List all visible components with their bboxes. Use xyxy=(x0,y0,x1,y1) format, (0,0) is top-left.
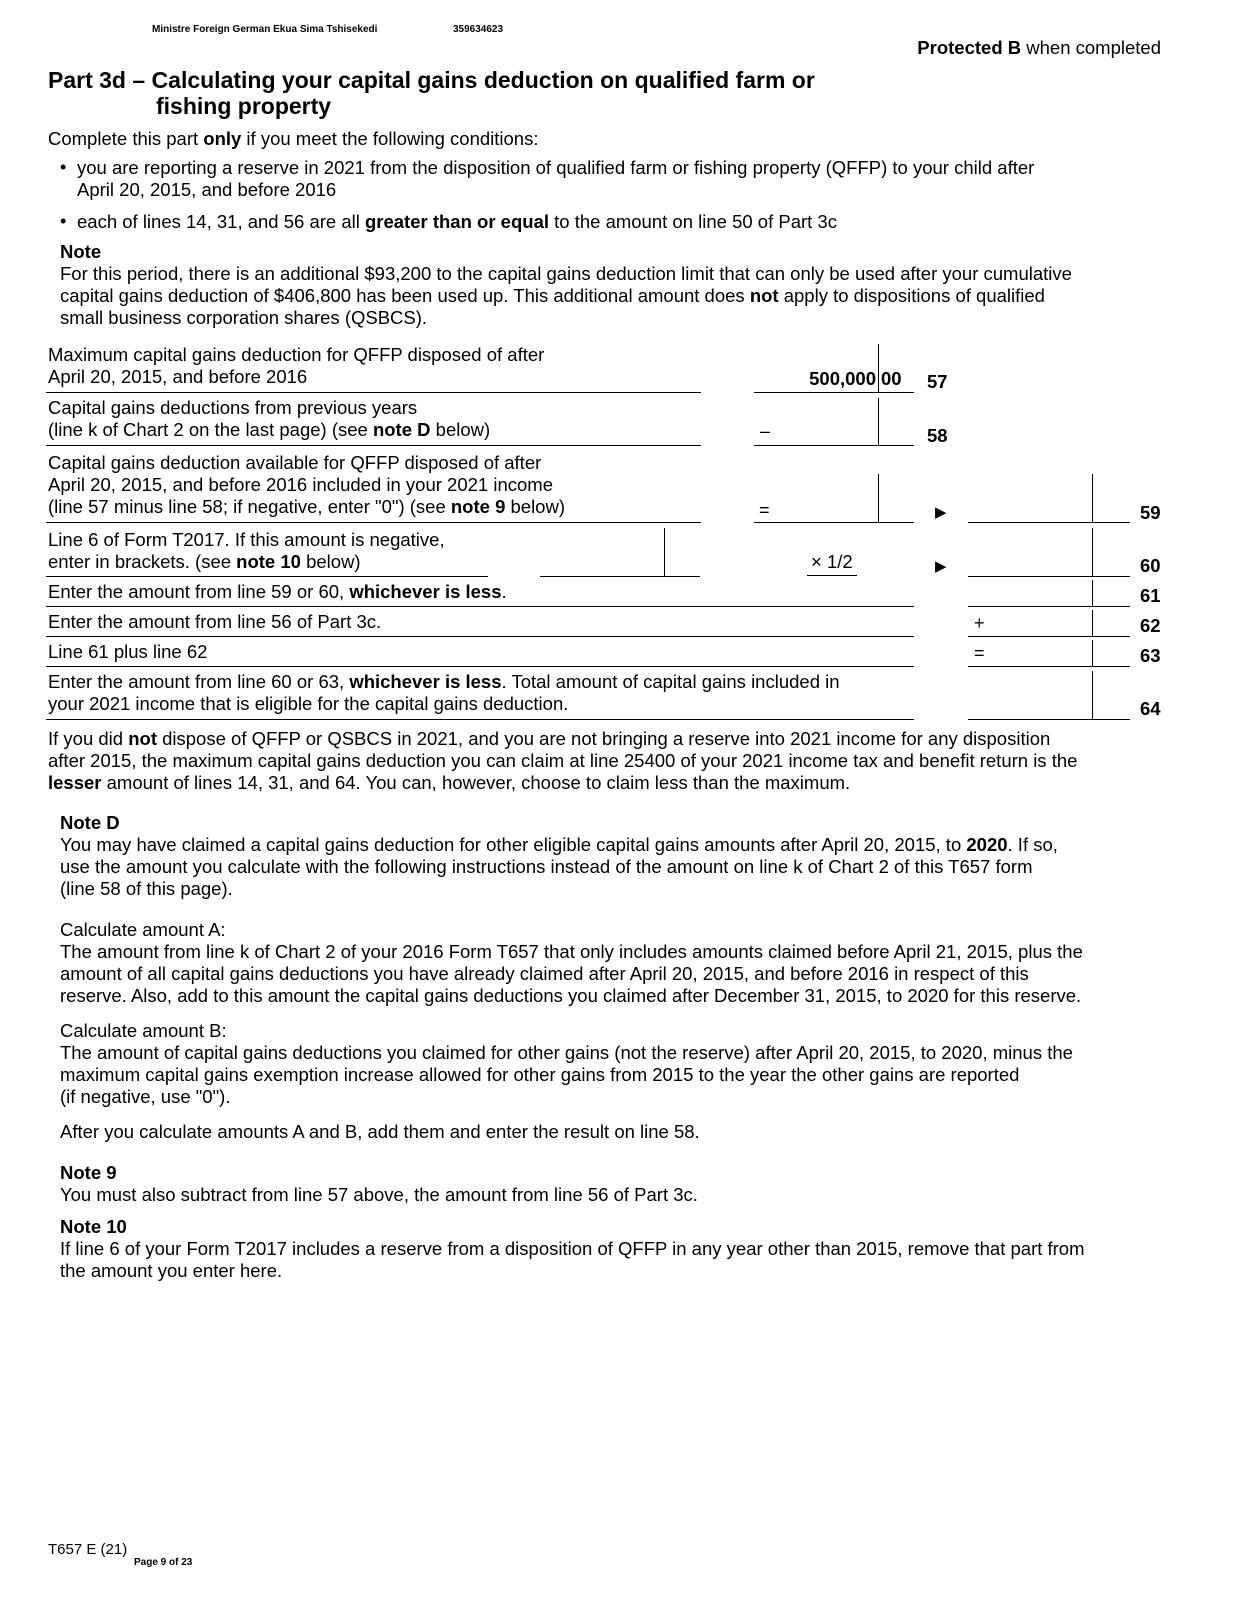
line64-label-rule xyxy=(46,719,914,720)
bullet2 xyxy=(77,211,837,233)
arrow-right-icon: ▶ xyxy=(935,504,947,521)
line61-number: 61 xyxy=(1140,585,1161,606)
calc-b-line3: (if negative, use "0"). xyxy=(60,1086,231,1107)
line57-number: 57 xyxy=(927,371,948,392)
after-para-line1 xyxy=(48,728,1050,750)
after-para-3b: amount of lines 14, 31, and 64. You can, however, choose to claim less than the maximum. xyxy=(101,772,851,793)
arrow-right-icon: ▶ xyxy=(935,558,947,575)
line58-label-2b: note D xyxy=(372,419,431,440)
line60-label-1: Line 6 of Form T2017. If this amount is negative, xyxy=(48,529,445,550)
line64-number: 64 xyxy=(1140,698,1161,719)
line62-label-rule xyxy=(46,636,914,637)
note-d-line2: use the amount you calculate with the following instructions instead of the amount on line k of Chart 2 of this T657 form xyxy=(60,856,1033,877)
line59-amount-field[interactable] xyxy=(968,474,1130,523)
bullet1-line2: April 20, 2015, and before 2016 xyxy=(77,179,337,200)
protected-label xyxy=(917,37,1161,59)
calc-b-line1: The amount of capital gains deductions you claimed for other gains (not the reserve) after April 20, 2015, to 2020, minus the xyxy=(60,1042,1073,1063)
line59-cents-divider xyxy=(1092,474,1093,522)
calc-a-line3: reserve. Also, add to this amount the capital gains deductions you claimed after December 31, 2015, to 2020 for this reserve. xyxy=(60,985,1082,1006)
line58-label-2c: below) xyxy=(430,419,491,440)
line59-label-3b: note 9 xyxy=(450,496,506,517)
protected-rest: when completed xyxy=(1021,37,1161,58)
line59-label-1: Capital gains deduction available for QFFP disposed of after xyxy=(48,452,542,473)
calc-b-line2: maximum capital gains exemption increase allowed for other gains from 2015 to the year the other gains are reported xyxy=(60,1064,1020,1085)
part-title-line2: fishing property xyxy=(156,93,332,119)
line60-cents-divider xyxy=(664,528,665,576)
line58-amount-field[interactable] xyxy=(754,398,914,446)
line60-label-rule xyxy=(46,576,488,577)
note-title: Note xyxy=(60,241,102,262)
line61-label-rule xyxy=(46,606,914,607)
note-line2-b: not xyxy=(749,285,779,306)
intro-text-b: only xyxy=(203,128,242,149)
line57-label-2: April 20, 2015, and before 2016 xyxy=(48,366,308,387)
line64-cents-divider xyxy=(1092,671,1093,719)
note-9-title: Note 9 xyxy=(60,1162,117,1183)
line59-label-3 xyxy=(48,496,565,518)
line60-amount-divider xyxy=(1092,528,1093,576)
line60-label-2 xyxy=(48,551,361,573)
line62-label: Enter the amount from line 56 of Part 3c. xyxy=(48,611,382,632)
line60-label-2a: enter in brackets. (see xyxy=(48,551,237,572)
line58-number: 58 xyxy=(927,425,948,446)
line62-number: 62 xyxy=(1140,615,1161,636)
note-line2-a: capital gains deduction of $406,800 has been used up. This additional amount does xyxy=(60,285,750,306)
line57-label-1: Maximum capital gains deduction for QFFP disposed of after xyxy=(48,344,545,365)
line60-amount-field[interactable] xyxy=(968,528,1130,577)
line60-number: 60 xyxy=(1140,555,1161,576)
line57-amount-cents: 00 xyxy=(881,368,902,389)
note-10-title: Note 10 xyxy=(60,1216,127,1237)
bullet1-line1: you are reporting a reserve in 2021 from the disposition of qualified farm or fishing property (QFFP) to your child after xyxy=(77,157,1035,178)
line64-label-2: your 2021 income that is eligible for the capital gains deduction. xyxy=(48,693,569,714)
plus-operator: + xyxy=(974,613,985,633)
note-10-line1: If line 6 of your Form T2017 includes a reserve from a disposition of QFFP in any year other than 2015, remove that part from xyxy=(60,1238,1085,1259)
multiplier-half: × 1/2 xyxy=(807,551,857,576)
line59-subtotal-divider xyxy=(878,474,879,522)
line63-amount-field[interactable] xyxy=(968,640,1130,667)
after-para-1a: If you did xyxy=(48,728,129,749)
line63-label-rule xyxy=(46,666,914,667)
line61-label-b: whichever is less xyxy=(349,581,502,602)
line61-cents-divider xyxy=(1092,580,1093,606)
note-d-final: After you calculate amounts A and B, add them and enter the result on line 58. xyxy=(60,1121,700,1142)
line60-label-2c: below) xyxy=(300,551,361,572)
line58-label-1: Capital gains deductions from previous years xyxy=(48,397,418,418)
line64-label-1 xyxy=(48,671,840,693)
note-10-line2: the amount you enter here. xyxy=(60,1260,283,1281)
line58-label-2 xyxy=(48,419,490,441)
note-d-1a: You may have claimed a capital gains deduction for other eligible capital gains amounts after April 20, 2015, to xyxy=(60,834,967,855)
note-line2-c: apply to dispositions of qualified xyxy=(778,285,1045,306)
note-line3: small business corporation shares (QSBCS). xyxy=(60,307,428,328)
line64-label-1c: . Total amount of capital gains included in xyxy=(501,671,840,692)
equals-operator: = xyxy=(974,643,985,663)
line57-cents-divider xyxy=(878,344,879,392)
line57-amount-dollars: 500,000 xyxy=(809,368,876,389)
after-para-line2: after 2015, the maximum capital gains deduction you can claim at line 25400 of your 2021 income tax and benefit return is the xyxy=(48,750,1078,771)
line63-cents-divider xyxy=(1092,640,1093,666)
protected-b: Protected B xyxy=(917,37,1022,58)
note-d-1b: 2020 xyxy=(966,834,1008,855)
line64-amount-field[interactable] xyxy=(968,671,1130,720)
line62-amount-field[interactable] xyxy=(968,610,1130,637)
after-para-line3 xyxy=(48,772,850,794)
note-line1: For this period, there is an additional $93,200 to the capital gains deduction limit that can only be used after your cumulative xyxy=(60,263,1072,284)
bullet-dot: • xyxy=(60,157,67,177)
intro-text-a: Complete this part xyxy=(48,128,204,149)
line61-amount-field[interactable] xyxy=(968,580,1130,607)
note-d-line3: (line 58 of this page). xyxy=(60,878,233,899)
bullet-dot: • xyxy=(60,211,67,231)
line63-number: 63 xyxy=(1140,645,1161,666)
line60-label-2b: note 10 xyxy=(236,551,301,572)
line59-number: 59 xyxy=(1140,502,1161,523)
line58-label-2a: (line k of Chart 2 on the last page) (see xyxy=(48,419,373,440)
intro-text xyxy=(48,128,539,150)
line59-label-3c: below) xyxy=(505,496,565,517)
taxpayer-name: Ministre Foreign German Ekua Sima Tshisekedi xyxy=(152,24,378,35)
taxpayer-id: 359634623 xyxy=(453,24,504,35)
line57-amount-field[interactable] xyxy=(754,344,914,393)
line59-subtotal-field[interactable] xyxy=(754,474,914,523)
line58-cents-divider xyxy=(878,398,879,445)
note-d-1c: . If so, xyxy=(1007,834,1058,855)
bullet2-a: each of lines 14, 31, and 56 are all xyxy=(77,211,365,232)
note-9-text: You must also subtract from line 57 above, the amount from line 56 of Part 3c. xyxy=(60,1184,698,1205)
line61-label xyxy=(48,581,507,603)
line61-label-c: . xyxy=(501,581,507,602)
line59-label-3a: (line 57 minus line 58; if negative, enter "0") (see xyxy=(48,496,451,517)
line57-label-rule xyxy=(46,392,701,393)
calc-b-title: Calculate amount B: xyxy=(60,1020,227,1041)
equals-operator: = xyxy=(759,500,770,520)
after-para-1c: dispose of QFFP or QSBCS in 2021, and you are not bringing a reserve into 2021 income for any disposition xyxy=(156,728,1051,749)
line59-label-2: April 20, 2015, and before 2016 included in your 2021 income xyxy=(48,474,553,495)
calc-a-line1: The amount from line k of Chart 2 of your 2016 Form T657 that only includes amounts claimed before April 21, 2015, plus the xyxy=(60,941,1083,962)
after-para-1b: not xyxy=(128,728,157,749)
line58-label-rule xyxy=(46,445,701,446)
bullet2-c: to the amount on line 50 of Part 3c xyxy=(549,211,837,232)
note-d-title: Note D xyxy=(60,812,120,833)
after-para-3a: lesser xyxy=(48,772,102,793)
minus-operator: – xyxy=(760,421,771,441)
page-number: Page 9 of 23 xyxy=(134,1557,193,1568)
line63-label: Line 61 plus line 62 xyxy=(48,641,208,662)
intro-text-c: if you meet the following conditions: xyxy=(241,128,539,149)
line61-label-a: Enter the amount from line 59 or 60, xyxy=(48,581,350,602)
line59-label-rule xyxy=(46,522,701,523)
form-id: T657 E (21) xyxy=(48,1541,128,1558)
calc-a-line2: amount of all capital gains deductions you have already claimed after April 20, 2015, and before 2016 in respect of this xyxy=(60,963,1029,984)
part-title-line1: Part 3d – Calculating your capital gains deduction on qualified farm or xyxy=(48,67,815,93)
line64-label-1a: Enter the amount from line 60 or 63, xyxy=(48,671,350,692)
line64-label-1b: whichever is less xyxy=(349,671,502,692)
line60-input-field[interactable] xyxy=(540,528,700,577)
note-d-line1 xyxy=(60,834,1058,856)
calc-a-title: Calculate amount A: xyxy=(60,919,226,940)
bullet2-b: greater than or equal xyxy=(364,211,549,232)
line62-cents-divider xyxy=(1092,610,1093,636)
note-line2 xyxy=(60,285,1045,307)
